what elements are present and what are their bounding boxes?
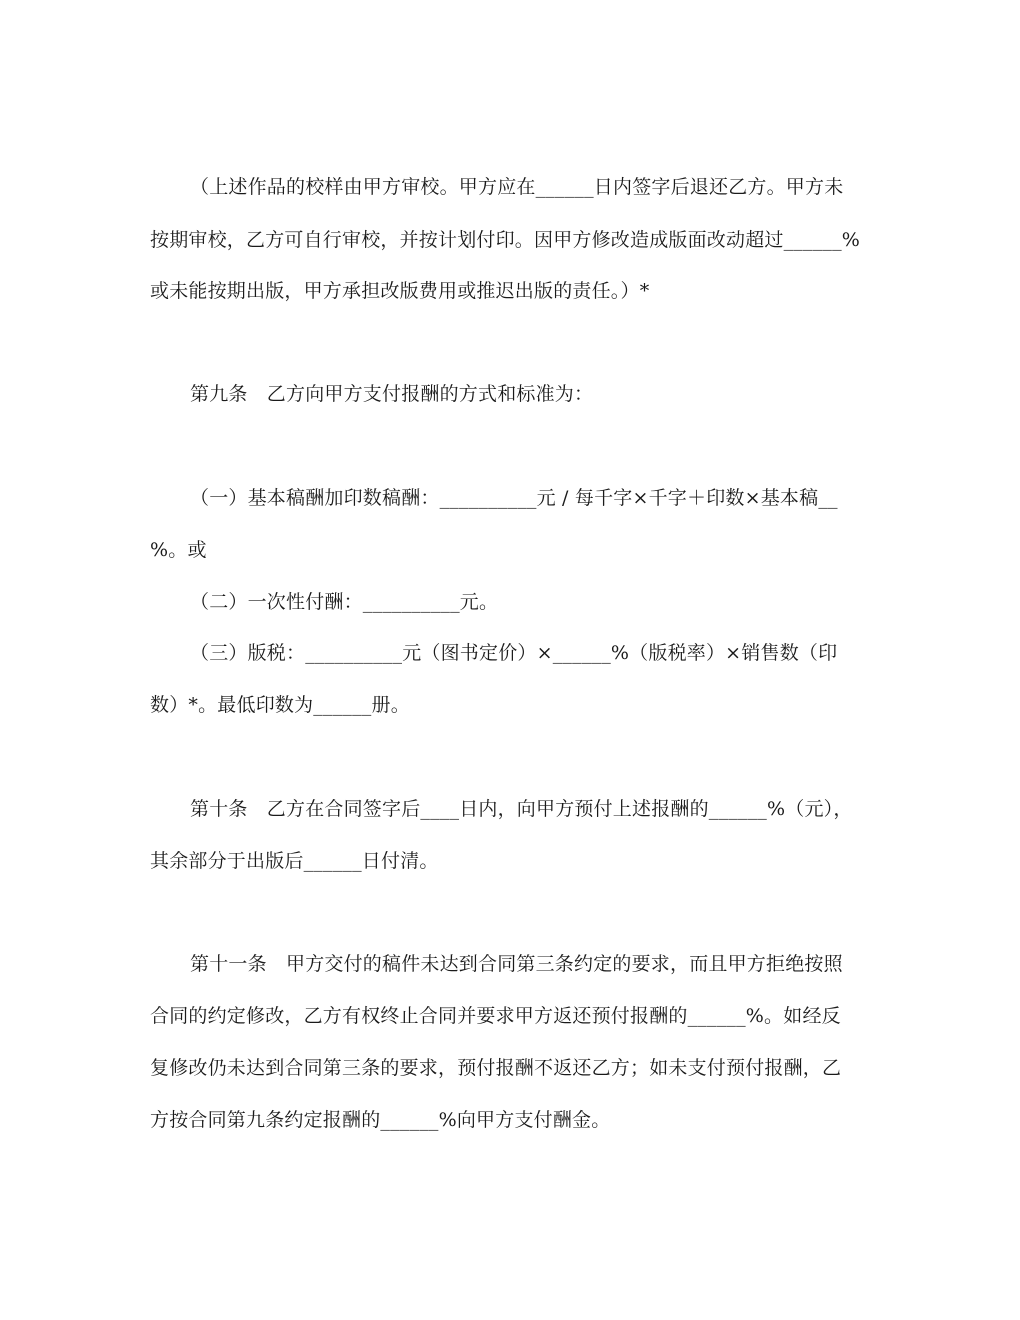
paragraph-line: 数）*。最低印数为______册。 [150,694,410,716]
paragraph-line: （一）基本稿酬加印数稿酬：__________元 / 每千字×千字＋印数×基本稿__ [190,487,838,509]
paragraph-line: 按期审校，乙方可自行审校，并按计划付印。因甲方修改造成版面改动超过______% [150,229,861,251]
paragraph-line: （上述作品的校样由甲方审校。甲方应在______日内签字后退还乙方。甲方未 [190,176,844,198]
paragraph-line: %。或 [150,539,207,561]
paragraph-line: 其余部分于出版后______日付清。 [150,850,439,872]
paragraph-line: （二）一次性付酬：__________元。 [190,591,499,613]
paragraph-line: 复修改仍未达到合同第三条的要求，预付报酬不返还乙方；如未支付预付报酬，乙 [150,1057,842,1079]
article-11-heading: 第十一条 甲方交付的稿件未达到合同第三条约定的要求，而且甲方拒绝按照 [190,953,843,975]
paragraph-line: 方按合同第九条约定报酬的______%向甲方支付酬金。 [150,1109,611,1131]
article-10-heading: 第十条 乙方在合同签字后____日内，向甲方预付上述报酬的______%（元）， [190,798,853,820]
article-9-heading: 第九条 乙方向甲方支付报酬的方式和标准为： [190,383,594,405]
paragraph-line: 合同的约定修改，乙方有权终止合同并要求甲方返还预付报酬的______%。如经反 [150,1005,841,1027]
paragraph-line: （三）版税：__________元（图书定价）×______%（版税率）×销售数（印 [190,642,838,664]
paragraph-line: 或未能按期出版，甲方承担改版费用或推迟出版的责任。）* [150,280,650,302]
